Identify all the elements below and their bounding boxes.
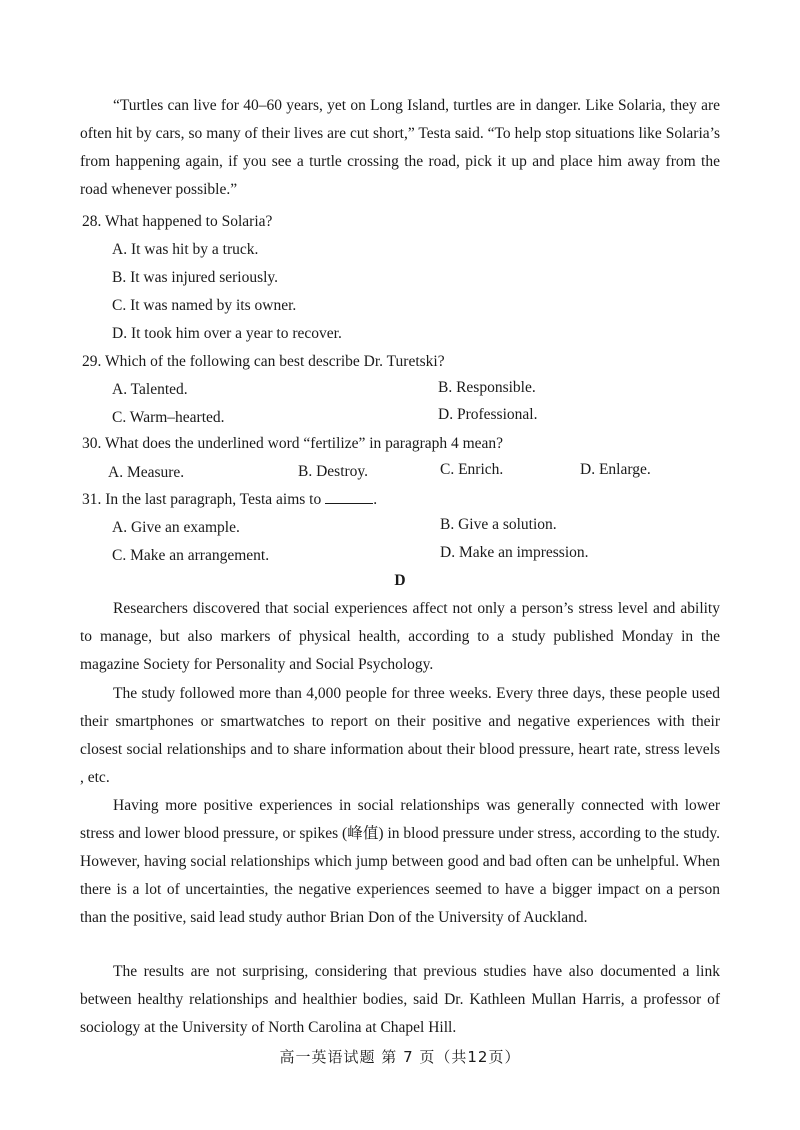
- question-31-stem: 31. In the last paragraph, Testa aims to .: [82, 491, 378, 508]
- section-d-title: D: [394, 572, 406, 589]
- section-d-paragraph-2: The study followed more than 4,000 people for three weeks. Every three days, these people used their smartphones or smartwatches to report on their positive and negative experiences with their closest social relationships and to share information about their blood pressure, heart rate, stress levels , etc.: [80, 685, 720, 786]
- question-28-option-d: D. It took him over a year to recover.: [112, 325, 342, 342]
- section-d-paragraph-3: Having more positive experiences in social relationships was generally connected with lower stress and lower blood pressure, or spikes (峰值) in blood pressure under stress, according to the study. However, having social relationships which jump between good and bad often can be unhelpful. When there is a lot of uncertainties, the negative experiences seemed to have a bigger impact on a person than the positive, said lead study author Brian Don of the University of Auckland.: [80, 797, 720, 926]
- question-28-option-a: A. It was hit by a truck.: [112, 241, 259, 258]
- question-30-option-d: D. Enlarge.: [580, 461, 651, 478]
- question-29-option-b: B. Responsible.: [438, 379, 536, 396]
- question-29-option-c: C. Warm–hearted.: [112, 409, 225, 426]
- section-d-paragraph-4: The results are not surprising, considering that previous studies have also documented a link between healthy relationships and healthier bodies, said Dr. Kathleen Mullan Harris, a professor of sociology at the University of North Carolina at Chapel Hill.: [80, 963, 720, 1036]
- section-d-paragraph-1: Researchers discovered that social experiences affect not only a person’s stress level and ability to manage, but also markers of physical health, according to a study published Monday in the magazine Society for Personality and Social Psychology.: [80, 600, 720, 673]
- question-30-option-c: C. Enrich.: [440, 461, 504, 478]
- question-31-stem-text: 31. In the last paragraph, Testa aims to: [82, 491, 322, 508]
- question-31-option-c: C. Make an arrangement.: [112, 547, 270, 564]
- question-30-stem: 30. What does the underlined word “fertilize” in paragraph 4 mean?: [82, 435, 504, 452]
- question-29-option-d: D. Professional.: [438, 406, 538, 423]
- question-28-option-c: C. It was named by its owner.: [112, 297, 297, 314]
- question-31-option-a: A. Give an example.: [112, 519, 240, 536]
- question-30-option-b: B. Destroy.: [298, 463, 369, 480]
- question-31-option-b: B. Give a solution.: [440, 516, 557, 533]
- passage-c-closing-quote: “Turtles can live for 40–60 years, yet on Long Island, turtles are in danger. Like Solaria, they are often hit by cars, so many of their lives are cut short,” Testa said. “To help stop situations like Solaria’s from happening again, if you see a turtle crossing the road, pick it up and place him away from the road whenever possible.”: [80, 97, 720, 198]
- question-28-option-b: B. It was injured seriously.: [112, 269, 279, 286]
- question-28-stem: 28. What happened to Solaria?: [82, 213, 273, 230]
- question-31-option-d: D. Make an impression.: [440, 544, 589, 561]
- question-29-stem: 29. Which of the following can best describe Dr. Turetski?: [82, 353, 445, 370]
- page-footer: 高一英语试题 第 7 页（共12页）: [279, 1048, 521, 1066]
- answer-blank: [325, 489, 373, 504]
- question-30-option-a: A. Measure.: [108, 464, 185, 481]
- question-29-option-a: A. Talented.: [112, 381, 188, 398]
